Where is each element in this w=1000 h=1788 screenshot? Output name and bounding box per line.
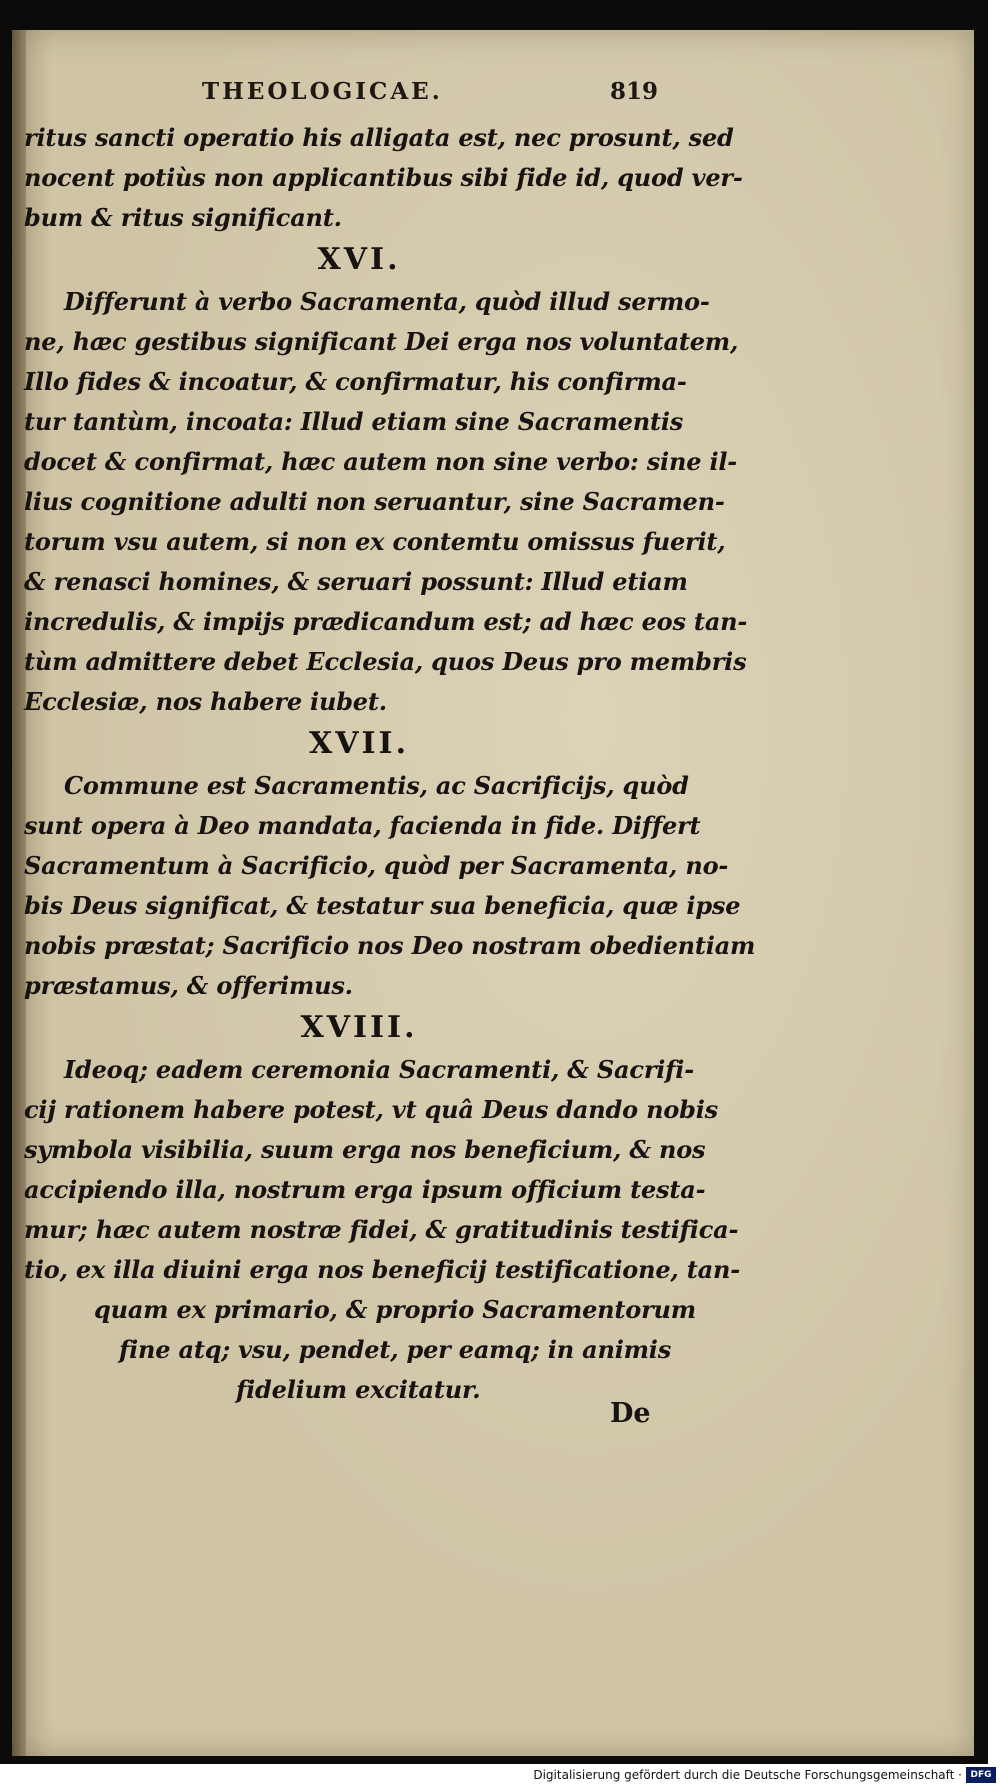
text-line: docet & confirmat, hæc autem non sine verbo: sine il-	[24, 447, 738, 476]
text-line: bis Deus significat, & testatur sua beneficia, quæ ipse	[24, 891, 741, 920]
text-line: symbola visibilia, suum erga nos beneficium, & nos	[24, 1135, 706, 1164]
text-line: incredulis, & impijs prædicandum est; ad hæc eos tan-	[24, 607, 748, 636]
section-heading: XVII.	[308, 726, 410, 761]
text-line: accipiendo illa, nostrum erga ipsum officium testa-	[24, 1175, 706, 1204]
text-line: nobis præstat; Sacrificio nos Deo nostram obedientiam	[24, 931, 756, 960]
text-line: tur tantùm, incoata: Illud etiam sine Sacramentis	[24, 407, 684, 436]
text-line: Commune est Sacramentis, ac Sacrificijs, quòd	[64, 771, 689, 800]
text-line: Sacramentum à Sacrificio, quòd per Sacramenta, no-	[24, 851, 729, 880]
body-text	[24, 118, 756, 1410]
dfg-logo: DFG	[966, 1767, 996, 1783]
text-line: ne, hæc gestibus significant Dei erga nos voluntatem,	[24, 327, 739, 356]
text-line: fine atq; vsu, pendet, per eamq; in animis	[119, 1335, 672, 1364]
text-line: quam ex primario, & proprio Sacramentorum	[94, 1295, 696, 1324]
text-line: mur; hæc autem nostræ fidei, & gratitudinis testifica-	[24, 1215, 739, 1244]
text-line: præstamus, & offerimus.	[24, 971, 353, 1000]
running-head	[12, 78, 974, 114]
text-line: bum & ritus significant.	[24, 203, 342, 232]
text-line: torum vsu autem, si non ex contemtu omissus fuerit,	[24, 527, 726, 556]
text-line: ritus sancti operatio his alligata est, nec prosunt, sed	[24, 123, 734, 152]
digitization-credit: Digitalisierung gefördert durch die Deutsche Forschungsgemeinschaft ·	[533, 1768, 962, 1782]
text-line: fidelium excitatur.	[236, 1375, 481, 1404]
digitization-footer	[0, 1764, 1000, 1788]
text-line: Differunt à verbo Sacramenta, quòd illud sermo-	[64, 287, 710, 316]
text-line: sunt opera à Deo mandata, facienda in fide. Differt	[24, 811, 701, 840]
text-line: & renasci homines, & seruari possunt: Illud etiam	[24, 567, 688, 596]
text-line: tùm admittere debet Ecclesia, quos Deus pro membris	[24, 647, 747, 676]
page-number: 819	[610, 78, 659, 105]
section-heading: XVI.	[317, 242, 401, 277]
text-line: Ecclesiæ, nos habere iubet.	[24, 687, 387, 716]
section-heading: XVIII.	[300, 1010, 418, 1045]
text-line: cij rationem habere potest, vt quâ Deus dando nobis	[24, 1095, 718, 1124]
text-line: Ideoq; eadem ceremonia Sacramenti, & Sacrifi-	[64, 1055, 694, 1084]
catchword: De	[610, 1398, 651, 1429]
running-title: THEOLOGICAE.	[202, 78, 443, 105]
text-line: nocent potiùs non applicantibus sibi fide id, quod ver-	[24, 163, 743, 192]
book-page	[12, 30, 974, 1756]
text-line: lius cognitione adulti non seruantur, sine Sacramen-	[24, 487, 725, 516]
text-line: Illo fides & incoatur, & confirmatur, his confirma-	[24, 367, 687, 396]
text-line: tio, ex illa diuini erga nos beneficij testificatione, tan-	[24, 1255, 740, 1284]
